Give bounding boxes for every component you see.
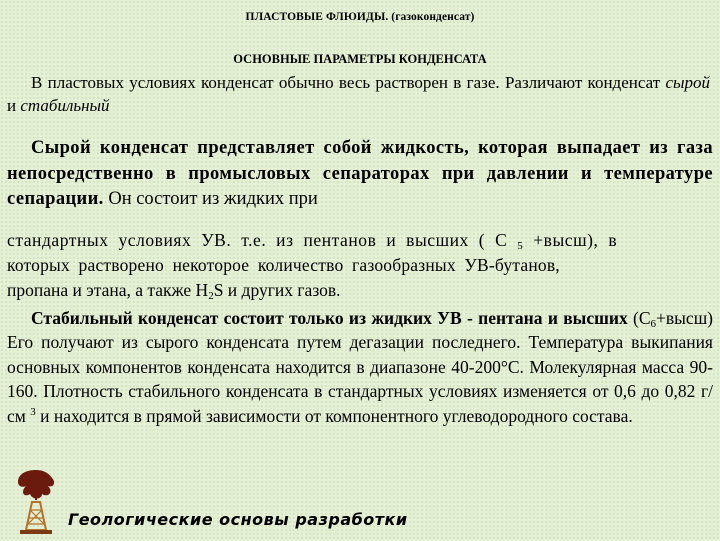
stable-term: стабильный (20, 96, 110, 115)
raw-composition-paragraph (7, 228, 713, 303)
raw-term: сырой (665, 73, 710, 92)
composition-line-2: которых растворено некоторое количество газообразных УВ-бутанов, (7, 255, 560, 275)
oil-derrick-logo-icon (6, 466, 66, 541)
raw-condensate-definition: Сырой конденсат представляет собой жидкость, которая выпадает из газа непосредственно в промысловых сепараторах при давлении и температуре сепарации. (7, 138, 713, 209)
section-title: ОСНОВНЫЕ ПАРАМЕТРЫ КОНДЕНСАТА (233, 52, 487, 66)
stable-condensate-definition: Стабильный конденсат состоит только из жидких УВ - пентана и высших (31, 308, 628, 328)
composition-line-3: пропана и этана, а также $Н_2S$ и других газов. (7, 280, 341, 302)
intro-paragraph: В пластовых условиях конденсат обычно весь растворен в газе. Различают конденсат сырой и стабильный (7, 73, 710, 115)
slide-header: ПЛАСТОВЫЕ ФЛЮИДЫ. (газоконденсат) (245, 11, 475, 23)
stable-condensate-paragraph: Стабильный конденсат состоит только из жидких УВ - пентана и высших $(С_6+высш)$ Его получают из сырого конденсата путем дегазации последнего. Температура выкипания основных компонентов конденсата находится в диапазоне 40-200°С. Молекулярная масса 90-160. Плотность стабильного конденсата в стандартных условиях изменяется от 0,6 до 0,82 г/см $^3$ и находится в прямой зависимости от компонентного углеводородного состава. (7, 308, 714, 426)
footer-caption: Геологические основы разработки (68, 510, 408, 529)
raw-condensate-paragraph: Сырой конденсат представляет собой жидкость, которая выпадает из газа непосредственно в промысловых сепараторах при давлении и температуре сепарации. Он состоит из жидких при (7, 138, 713, 209)
composition-line-1: стандартных условиях УВ. т.е. из пентанов и высших ( С $_5$ +высш), в (7, 230, 618, 252)
